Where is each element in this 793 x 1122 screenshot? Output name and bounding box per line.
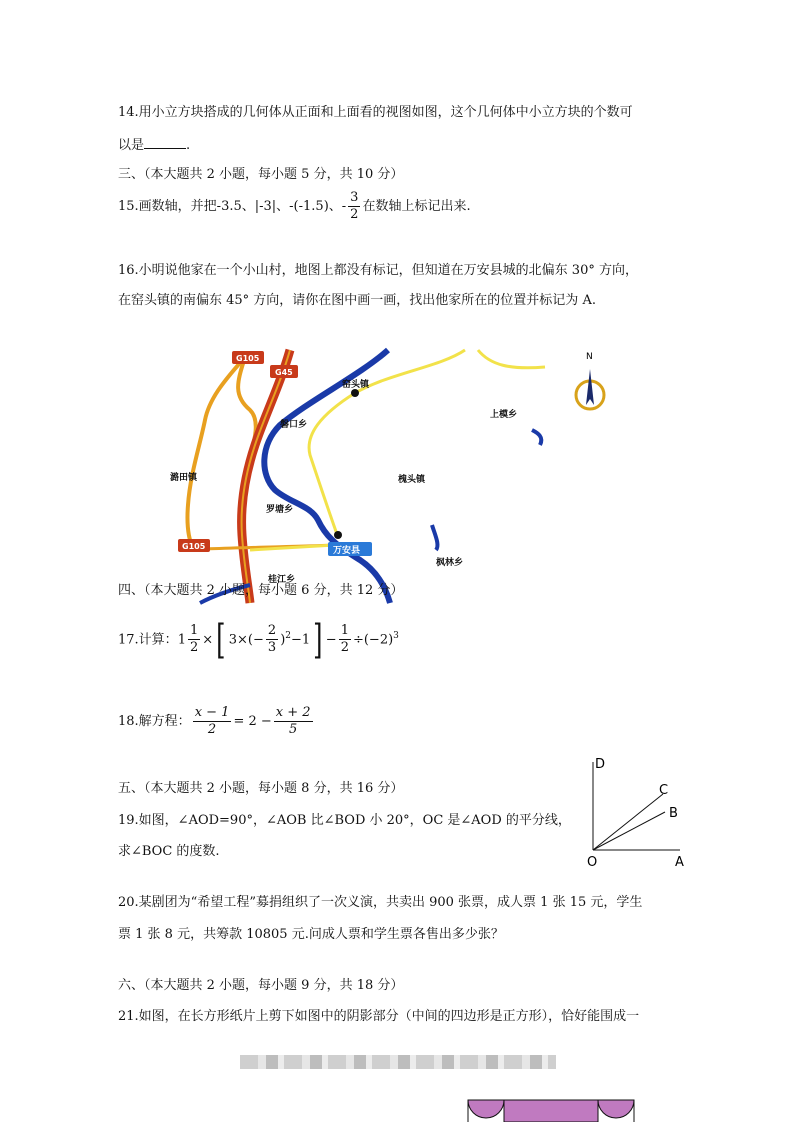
q17-inner-b: )	[280, 632, 286, 648]
q17-frac3	[339, 623, 351, 656]
left-bracket: [	[216, 616, 226, 663]
wanan-dot	[334, 531, 342, 539]
q17-minus: −	[325, 632, 337, 648]
label-d: D	[595, 757, 606, 772]
label-wanan: 万安县	[333, 546, 361, 556]
q15-fraction	[348, 190, 360, 223]
q17-sup3: 3	[393, 631, 399, 641]
q16-line2: 在窑头镇的南偏东 45° 方向，请你在图中画一画，找出他家所在的位置并标记为 A.	[118, 293, 596, 308]
river-main	[264, 350, 390, 603]
q18-frac2	[274, 705, 313, 738]
q17-label: 17.计算：	[118, 632, 178, 648]
label-g45: G45	[275, 368, 293, 377]
q14-prefix: 以是	[118, 138, 145, 153]
net-figure	[460, 1100, 640, 1122]
label-huaitou: 槐头镇	[398, 475, 426, 485]
label-b: B	[669, 806, 678, 821]
q18-frac1	[193, 705, 232, 738]
label-a: A	[675, 855, 684, 870]
right-bracket: ]	[313, 616, 323, 663]
label-yaotou: 窑头镇	[342, 380, 370, 390]
q19-line2: 求∠BOC 的度数.	[118, 844, 220, 859]
q17-whole: 1	[177, 632, 186, 648]
section-3-heading: 三、（本大题共 2 小题，每小题 5 分，共 10 分）	[118, 167, 404, 182]
q15-prefix: 15.画数轴，并把-3.5、|-3|、-(-1.5)、-	[118, 199, 347, 214]
q17-f3-num: 1	[340, 623, 349, 639]
q18-f2-den: 5	[289, 722, 298, 737]
q18-f2-num: x + 2	[275, 705, 311, 720]
q17-frac2	[266, 623, 278, 656]
q18-mid: = 2 −	[233, 714, 272, 729]
q17	[118, 616, 399, 663]
q14-line1: 14.用小立方块搭成的几何体从正面和上面看的视图如图，这个几何体中小立方块的个数可	[118, 105, 633, 120]
label-pankou: 磐口乡	[280, 420, 308, 430]
q21-line1: 21.如图，在长方形纸片上剪下如图中的阴影部分（中间的四边形是正方形），恰好能围成一	[118, 1009, 640, 1024]
center-square	[504, 1100, 598, 1122]
q15-frac-den: 2	[350, 207, 359, 222]
yaotou-dot	[351, 389, 359, 397]
section-4-heading: 四、（本大题共 2 小题，每小题 6 分，共 12 分）	[118, 583, 404, 598]
q20-line2: 票 1 张 8 元，共筹款 10805 元.问成人票和学生票各售出多少张？	[118, 927, 504, 942]
section-6-heading: 六、（本大题共 2 小题，每小题 9 分，共 18 分）	[118, 978, 404, 993]
q20-line1: 20.某剧团为“希望工程”募捐组织了一次义演，共卖出 900 张票，成人票 1 张 15 元，学生	[118, 895, 643, 910]
blurred-watermark	[240, 1055, 556, 1069]
label-guijiang: 桂江乡	[268, 575, 296, 585]
q17-sup2: 2	[285, 631, 291, 641]
q14-suffix: .	[186, 138, 191, 153]
q18-f1-den: 2	[207, 722, 217, 737]
q17-frac1	[188, 623, 200, 656]
q17-f1-num: 1	[189, 623, 199, 639]
right-semicircle	[598, 1100, 634, 1118]
label-tiantian: 潞田镇	[170, 473, 198, 483]
label-c: C	[659, 783, 669, 798]
ray-oc	[593, 794, 663, 850]
label-o: O	[587, 855, 598, 870]
q18-f1-num: x − 1	[194, 705, 230, 720]
section-5-heading: 五、（本大题共 2 小题，每小题 8 分，共 16 分）	[118, 781, 404, 796]
q17-inner-c: −1	[291, 632, 311, 648]
answer-blank	[144, 135, 186, 149]
label-shangmo: 上模乡	[490, 410, 518, 420]
q15	[118, 190, 471, 223]
q14-line2	[118, 135, 190, 155]
label-g105-top: G105	[236, 354, 260, 363]
q18	[118, 702, 315, 742]
q17-inner-a: 3×(−	[228, 632, 264, 648]
compass-north-label: N	[586, 352, 593, 362]
q17-f3-den: 2	[340, 640, 349, 656]
q19-line1: 19.如图，∠AOD=90°，∠AOB 比∠BOD 小 20°，OC 是∠AOD 的平分线，	[118, 813, 571, 828]
lake-fenglin	[432, 525, 437, 550]
lake-shangmo	[532, 430, 541, 445]
q16-line1: 16.小明说他家在一个小山村，地图上都没有标记，但知道在万安县城的北偏东 30° 方向，	[118, 263, 638, 278]
label-luotang: 罗塘乡	[266, 505, 294, 515]
q18-label: 18.解方程：	[118, 714, 191, 729]
q17-times: ×	[202, 632, 214, 648]
label-g105-bottom: G105	[182, 542, 206, 551]
compass-icon	[576, 352, 604, 409]
q17-f2-num: 2	[267, 623, 277, 639]
q17-f1-den: 2	[189, 640, 199, 656]
angle-figure	[575, 750, 690, 870]
ray-ob	[593, 812, 665, 850]
road-yellow-east	[478, 350, 545, 368]
q15-frac-num: 3	[350, 190, 359, 205]
q17-tail: ÷(−2)	[352, 632, 394, 648]
label-fenglin: 枫林乡	[436, 558, 464, 568]
q17-f2-den: 3	[267, 640, 277, 656]
road-yellow-north	[309, 350, 465, 537]
map-figure	[160, 345, 593, 603]
left-semicircle	[468, 1100, 504, 1118]
q15-suffix: 在数轴上标记出来.	[362, 199, 471, 214]
